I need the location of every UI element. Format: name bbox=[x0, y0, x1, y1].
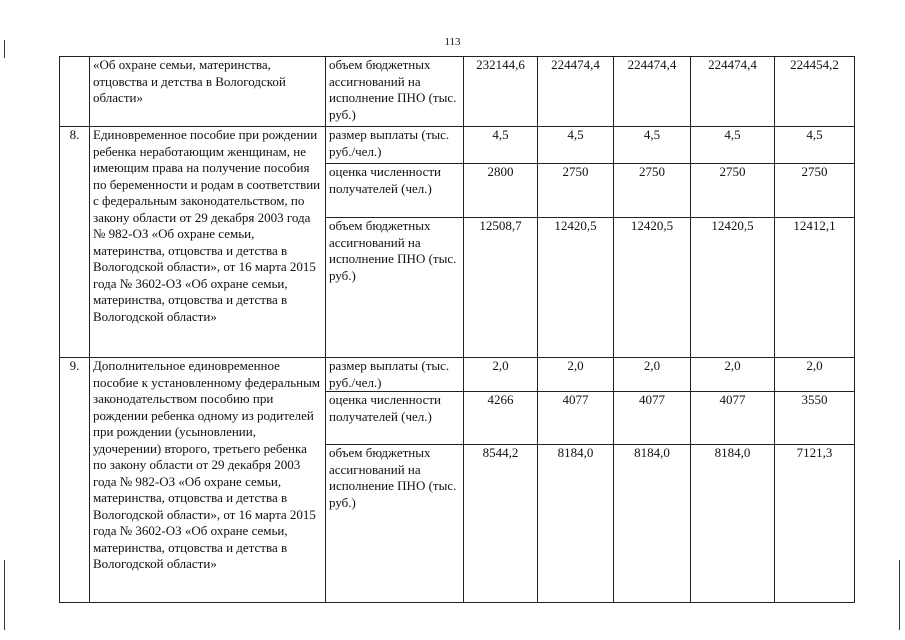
value-cell: 4077 bbox=[691, 392, 775, 445]
indicator-label: оценка численности получателей (чел.) bbox=[326, 392, 464, 445]
value-cell: 12420,5 bbox=[691, 218, 775, 358]
value-cell: 8184,0 bbox=[538, 445, 614, 603]
value-cell: 4077 bbox=[538, 392, 614, 445]
value-cell: 8544,2 bbox=[464, 445, 538, 603]
budget-table bbox=[59, 56, 855, 603]
indicator-label: размер выплаты (тыс. руб./чел.) bbox=[326, 127, 464, 164]
table-row bbox=[60, 127, 855, 164]
value-cell: 4,5 bbox=[775, 127, 855, 164]
value-cell: 232144,6 bbox=[464, 57, 538, 127]
value-cell: 4,5 bbox=[538, 127, 614, 164]
value-cell: 2,0 bbox=[775, 358, 855, 392]
value-cell: 2750 bbox=[614, 164, 691, 218]
table-row bbox=[60, 57, 855, 127]
value-cell: 7121,3 bbox=[775, 445, 855, 603]
indicator-label: объем бюджетных ассигнований на исполнение ПНО (тыс. руб.) bbox=[326, 445, 464, 603]
value-cell: 2750 bbox=[691, 164, 775, 218]
value-cell: 4,5 bbox=[464, 127, 538, 164]
row-description: Дополнительное единовременное пособие к установленному федеральным законодательством пособию при рождении ребенка одному из родителей при рождении (усыновлении, удочерении) второго, третьего ребенка по закону области от 29 декабря 2003 года № 982-ОЗ «Об охране семьи, материнства, отцовства и детства в Вологодской области», от 16 марта 2015 года № 3602-ОЗ «Об охране семьи, материнства, отцовства и детства в Вологодской области» bbox=[90, 358, 326, 603]
value-cell: 4266 bbox=[464, 392, 538, 445]
value-cell: 2800 bbox=[464, 164, 538, 218]
row-description: Единовременное пособие при рождении ребенка неработающим женщинам, не имеющим права на получение пособия по беременности и родам в соответствии с федеральным законодательством, по закону области от 29 декабря 2003 года № 982-ОЗ «Об охране семьи, материнства, отцовства и детства в Вологодской области», от 16 марта 2015 года № 3602-ОЗ «Об охране семьи, материнства, отцовства и детства в Вологодской области» bbox=[90, 127, 326, 358]
value-cell: 2750 bbox=[538, 164, 614, 218]
value-cell: 8184,0 bbox=[614, 445, 691, 603]
table-row bbox=[60, 358, 855, 392]
value-cell: 2,0 bbox=[691, 358, 775, 392]
row-number: 8. bbox=[60, 127, 90, 358]
value-cell: 224474,4 bbox=[538, 57, 614, 127]
row-number bbox=[60, 57, 90, 127]
indicator-label: оценка численности получателей (чел.) bbox=[326, 164, 464, 218]
value-cell: 4,5 bbox=[614, 127, 691, 164]
value-cell: 2750 bbox=[775, 164, 855, 218]
indicator-label: размер выплаты (тыс. руб./чел.) bbox=[326, 358, 464, 392]
indicator-label: объем бюджетных ассигнований на исполнение ПНО (тыс. руб.) bbox=[326, 57, 464, 127]
value-cell: 224454,2 bbox=[775, 57, 855, 127]
scan-margin-mark bbox=[4, 560, 5, 630]
value-cell: 12420,5 bbox=[538, 218, 614, 358]
value-cell: 4077 bbox=[614, 392, 691, 445]
value-cell: 224474,4 bbox=[614, 57, 691, 127]
value-cell: 12420,5 bbox=[614, 218, 691, 358]
indicator-label: объем бюджетных ассигнований на исполнение ПНО (тыс. руб.) bbox=[326, 218, 464, 358]
value-cell: 4,5 bbox=[691, 127, 775, 164]
value-cell: 2,0 bbox=[464, 358, 538, 392]
value-cell: 2,0 bbox=[614, 358, 691, 392]
value-cell: 12508,7 bbox=[464, 218, 538, 358]
row-description: «Об охране семьи, материнства, отцовства и детства в Вологодской области» bbox=[90, 57, 326, 127]
value-cell: 3550 bbox=[775, 392, 855, 445]
row-number: 9. bbox=[60, 358, 90, 603]
value-cell: 2,0 bbox=[538, 358, 614, 392]
value-cell: 224474,4 bbox=[691, 57, 775, 127]
scan-margin-mark bbox=[4, 40, 5, 58]
scan-margin-mark bbox=[899, 560, 900, 630]
value-cell: 12412,1 bbox=[775, 218, 855, 358]
value-cell: 8184,0 bbox=[691, 445, 775, 603]
page-number: 113 bbox=[444, 36, 461, 48]
